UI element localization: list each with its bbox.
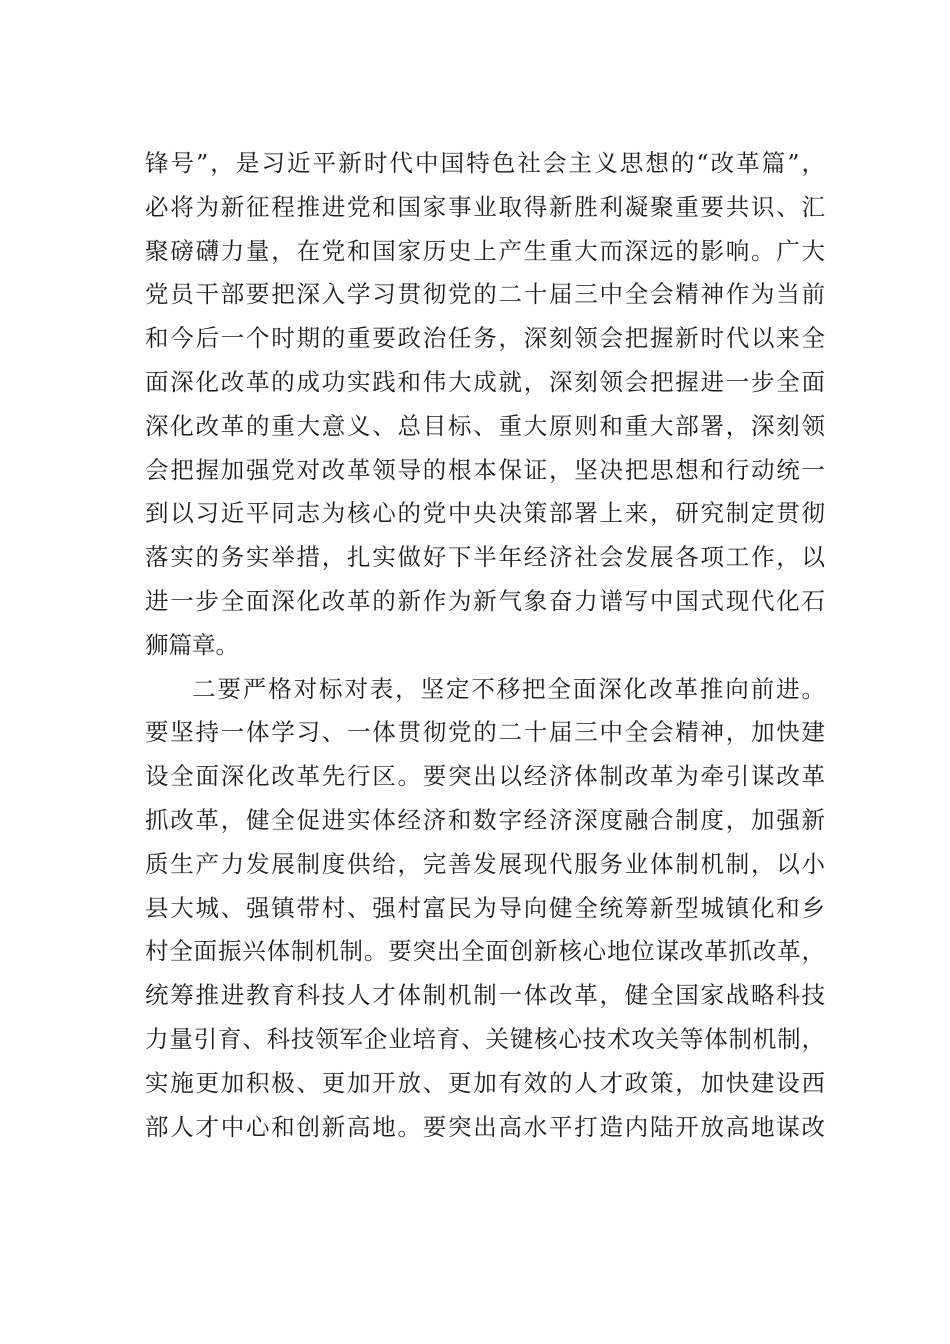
text-line: 进一步全面深化改革的新作为新气象奋力谱写中国式现代化石 <box>145 586 825 615</box>
text-line: 村全面振兴体制机制。要突出全面创新核心地位谋改革抓改革， <box>145 937 825 966</box>
text-line: 落实的务实举措，扎实做好下半年经济社会发展各项工作，以 <box>145 543 825 572</box>
text-line: 设全面深化改革先行区。要突出以经济体制改革为牵引谋改革 <box>145 762 825 791</box>
text-line: 狮篇章。 <box>145 630 239 659</box>
text-line: 部人才中心和创新高地。要突出高水平打造内陆开放高地谋改 <box>145 1112 825 1141</box>
paragraph-start-line: 二要严格对标对表，坚定不移把全面深化改革推向前进。 <box>192 674 825 703</box>
text-line: 锋号”，是习近平新时代中国特色社会主义思想的“改革篇”， <box>145 149 825 177</box>
text-line: 聚磅礴力量，在党和国家历史上产生重大而深远的影响。广大 <box>145 236 825 265</box>
text-line: 会把握加强党对改革领导的根本保证，坚决把思想和行动统一 <box>145 455 825 484</box>
text-line: 党员干部要把深入学习贯彻党的二十届三中全会精神作为当前 <box>145 280 825 309</box>
text-line: 抓改革，健全促进实体经济和数字经济深度融合制度，加强新 <box>145 805 825 834</box>
text-line: 面深化改革的成功实践和伟大成就，深刻领会把握进一步全面 <box>145 367 825 396</box>
text-line: 要坚持一体学习、一体贯彻党的二十届三中全会精神，加快建 <box>145 718 825 747</box>
text-line: 统筹推进教育科技人才体制机制一体改革，健全国家战略科技 <box>145 981 825 1010</box>
text-line: 必将为新征程推进党和国家事业取得新胜利凝聚重要共识、汇 <box>145 192 825 221</box>
text-line: 实施更加积极、更加开放、更加有效的人才政策，加快建设西 <box>145 1068 825 1097</box>
text-line: 深化改革的重大意义、总目标、重大原则和重大部署，深刻领 <box>145 411 825 440</box>
text-line: 县大城、强镇带村、强村富民为导向健全统筹新型城镇化和乡 <box>145 893 825 922</box>
text-line: 质生产力发展制度供给，完善发展现代服务业体制机制，以小 <box>145 849 825 878</box>
document-body <box>145 142 825 1149</box>
text-line: 和今后一个时期的重要政治任务，深刻领会把握新时代以来全 <box>145 324 825 353</box>
text-line: 到以习近平同志为核心的党中央决策部署上来，研究制定贯彻 <box>145 499 825 528</box>
text-line: 力量引育、科技领军企业培育、关键核心技术攻关等体制机制， <box>145 1024 825 1053</box>
